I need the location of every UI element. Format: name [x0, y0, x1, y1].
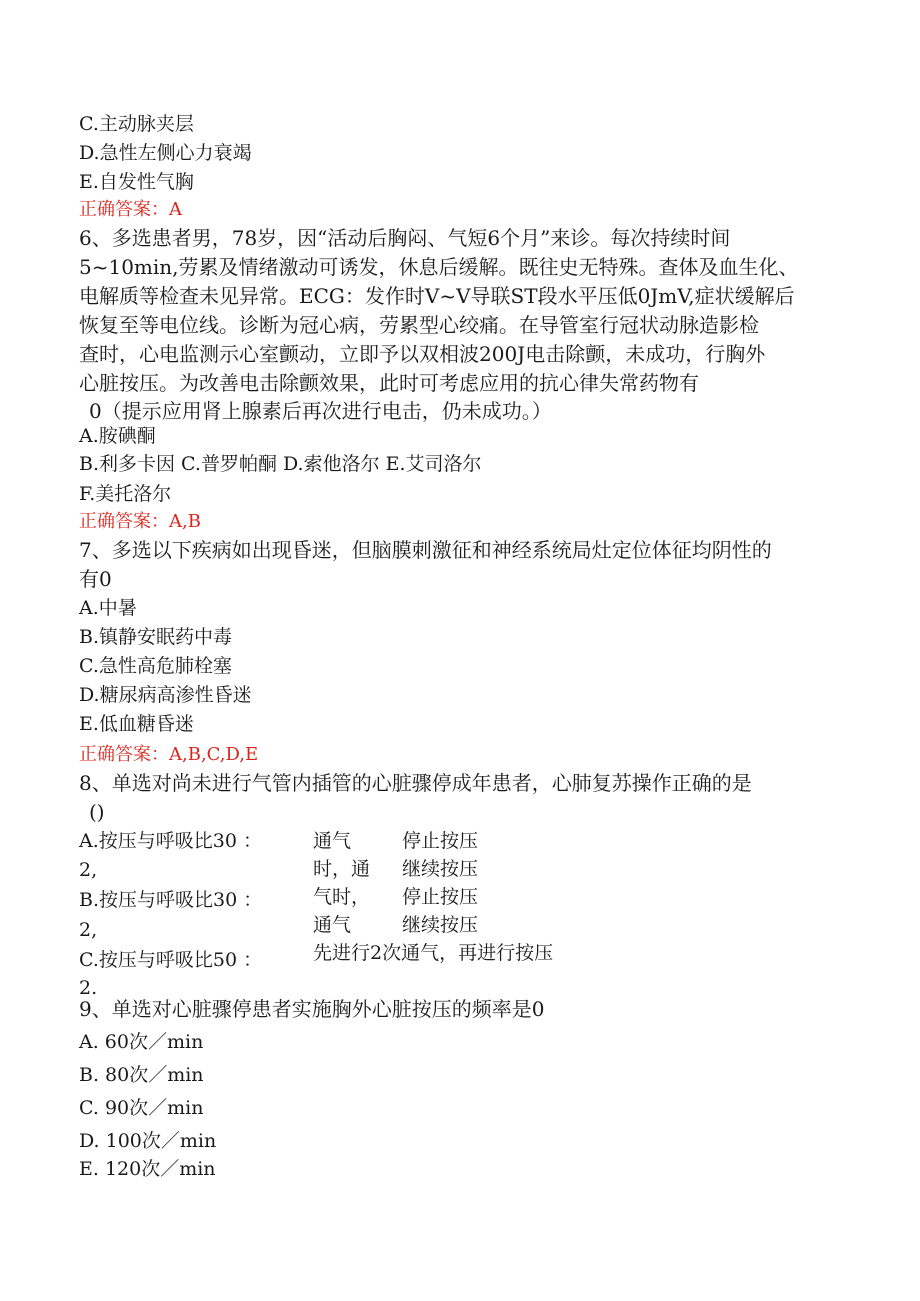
q6-option-a: A.胺碘酮 — [79, 425, 156, 447]
q6-option-f: F.美托洛尔 — [79, 483, 172, 505]
option-c: C.主动脉夹层 — [79, 113, 194, 135]
q7-option-e: E.低血糖昏迷 — [79, 713, 194, 735]
q8-right-col-3: 停止按压 — [402, 886, 479, 908]
q6-option-b-e: B.利多卡因 C.普罗帕酮 D.索他洛尔 E.艾司洛尔 — [79, 453, 482, 475]
q8-mid-col-4: 通气 — [313, 914, 352, 936]
q6-text-2: 5~10min,劳累及情绪激动可诱发，休息后缓解。既往史无特殊。查体及血生化、 — [79, 255, 799, 279]
q9-option-c: C. 90次／min — [79, 1097, 204, 1119]
q8-right-col-4: 继续按压 — [402, 914, 479, 936]
q6-text-4: 恢复至等电位线。诊断为冠心病，劳累型心绞痛。在导管室行冠状动脉造影检 — [79, 313, 759, 337]
q8-left-col-5: C.按压与呼吸比50 ： — [79, 949, 263, 971]
q6-text-7: 0（提示应用肾上腺素后再次进行电击，仍未成功。） — [89, 399, 552, 423]
q6-text-1: 6、多选患者男，78岁，因“活动后胸闷、气短6个月”来诊。每次持续时间 — [79, 226, 731, 250]
q8-left-col-6: 2. — [79, 977, 98, 999]
q7-option-d: D.糖尿病高渗性昏迷 — [79, 684, 252, 706]
q8-left-col-4: 2, — [79, 919, 98, 941]
q8-mid-col-1: 通气 — [313, 830, 352, 852]
q9-option-a: A. 60次／min — [79, 1031, 204, 1053]
q9-text-1: 9、单选对心脏骤停患者实施胸外心脏按压的频率是0 — [79, 997, 545, 1021]
q8-mid-col-2: 时，通 — [313, 858, 371, 880]
q8-right-col-2: 继续按压 — [402, 858, 479, 880]
q7-option-b: B.镇静安眠药中毒 — [79, 626, 233, 648]
q6-text-5: 查时，心电监测示心室颤动，立即予以双相波200J电击除颤，未成功，行胸外 — [79, 342, 766, 366]
q8-left-col-3: B.按压与呼吸比30 ： — [79, 889, 263, 911]
q7-option-a: A.中暑 — [79, 597, 137, 619]
q8-mid-col-3: 气时， — [313, 886, 371, 908]
option-e: E.自发性气胸 — [79, 171, 194, 193]
q7-option-c: C.急性高危肺栓塞 — [79, 655, 232, 677]
q7-text-1: 7、多选以下疾病如出现昏迷，但脑膜刺激征和神经系统局灶定位体征均阴性的 — [79, 538, 772, 562]
q8-mid-col-5: 先进行2次通气，再进行按压 — [313, 942, 554, 964]
answer-q7: 正确答案：A,B,C,D,E — [79, 744, 259, 765]
answer-q5: 正确答案：A — [79, 199, 182, 220]
q8-text-1: 8、单选对尚未进行气管内插管的心脏骤停成年患者，心肺复苏操作正确的是 — [79, 771, 752, 795]
q9-option-e: E. 120次／min — [79, 1158, 216, 1180]
q7-text-2: 有0 — [79, 567, 112, 591]
q8-left-col-1: A.按压与呼吸比30 ： — [79, 830, 262, 852]
q6-text-3: 电解质等检查未见异常。ECG：发作时V~V导联ST段水平压低0JmV,症状缓解后 — [79, 284, 795, 308]
q8-right-col-1: 停止按压 — [402, 830, 479, 852]
q8-left-col-2: 2, — [79, 859, 98, 881]
q9-option-b: B. 80次／min — [79, 1064, 204, 1086]
q6-text-6: 心脏按压。为改善电击除颤效果，此时可考虑应用的抗心律失常药物有 — [79, 371, 699, 395]
answer-q6: 正确答案：A,B — [79, 511, 201, 532]
q8-text-2: () — [89, 800, 105, 824]
q9-option-d: D. 100次／min — [79, 1130, 217, 1152]
option-d: D.急性左侧心力衰竭 — [79, 142, 252, 164]
